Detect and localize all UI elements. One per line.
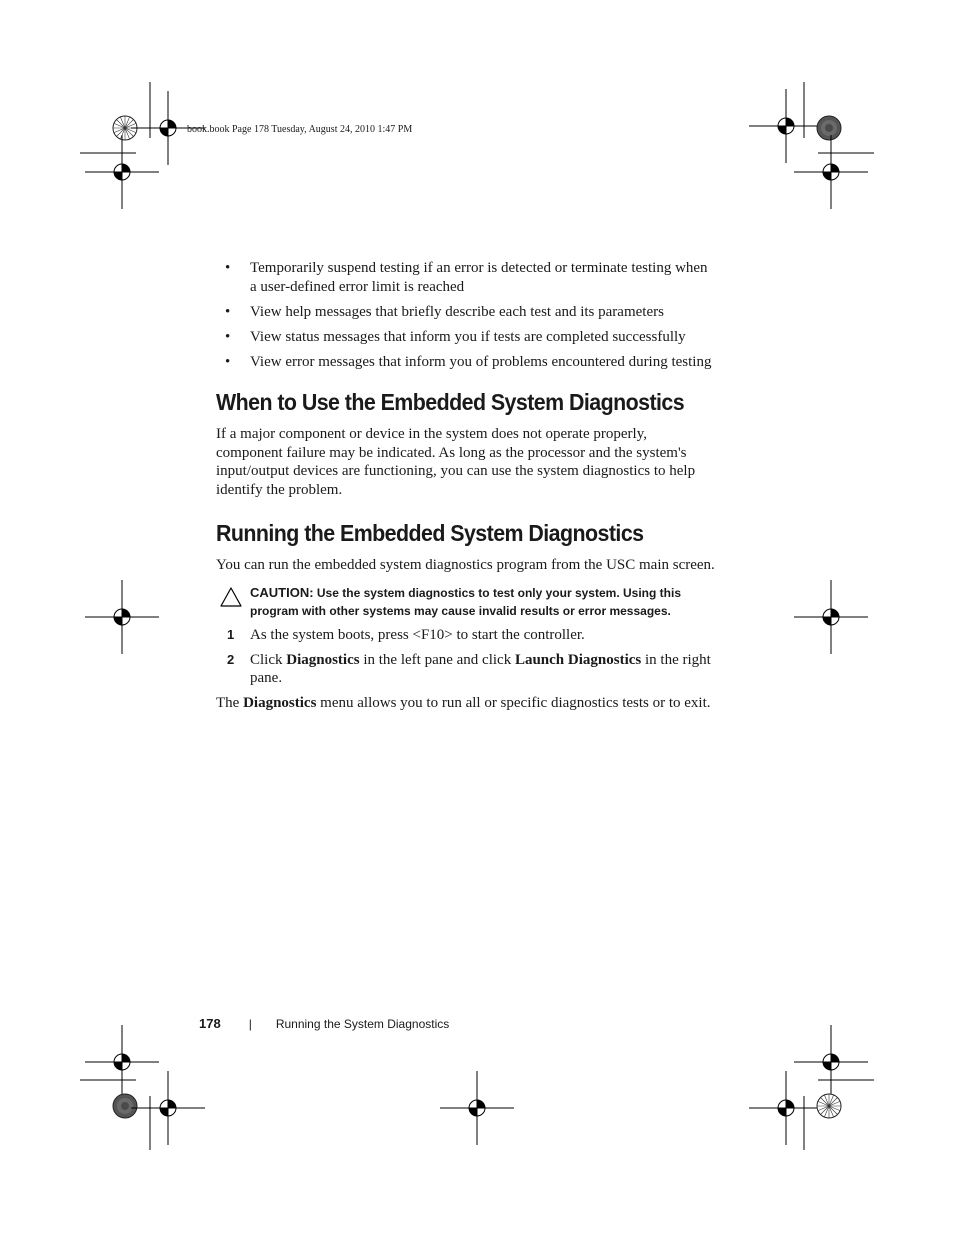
step-number: 1 (227, 626, 235, 642)
warning-triangle-icon (220, 587, 242, 607)
caution-note (216, 584, 716, 621)
section-running-paragraph: You can run the embedded system diagnostics program from the USC main screen. (216, 557, 715, 573)
list-item: • Temporarily suspend testing if an error is detected or terminate testing when a user-defined error limit is reached (225, 260, 708, 295)
bullet-glyph: • (225, 328, 231, 345)
section-heading-when: When to Use the Embedded System Diagnostics (216, 389, 685, 415)
list-item: • View error messages that inform you of problems encountered during testing (225, 353, 712, 370)
steps-list (216, 626, 716, 688)
section-when-paragraph: If a major component or device in the system does not operate properly, component failure may be indicated. As long as the processor and the system's input/output devices are functioning, you can use the system diagnostics to help identify the problem. (216, 426, 696, 498)
list-item: • View status messages that inform you if tests are completed successfully (225, 328, 686, 345)
step-number: 2 (227, 651, 235, 667)
footer-separator: | (248, 1017, 252, 1031)
caution-text: Use the system diagnostics to test only your system. Using this program with other systems may cause invalid results or error messages. (250, 585, 681, 618)
page-footer (199, 1016, 449, 1031)
page-content (216, 259, 716, 713)
bullet-glyph: • (225, 353, 231, 370)
print-slug: book.book Page 178 Tuesday, August 24, 2010 1:47 PM (187, 124, 413, 135)
bullet-glyph: • (225, 303, 231, 320)
intro-bullet-list (216, 259, 716, 371)
diagnostics-menu-paragraph: The Diagnostics menu allows you to run all or specific diagnostics tests or to exit. (216, 695, 711, 711)
ui-term-diagnostics: Diagnostics (286, 651, 360, 668)
list-item: • View help messages that briefly describe each test and its parameters (225, 303, 664, 320)
ui-term-diagnostics: Diagnostics (243, 695, 317, 711)
list-item: 2 Click Diagnostics in the left pane and click Launch Diagnostics in the right pane. (227, 651, 711, 686)
caution-label: CAUTION: (250, 584, 314, 600)
ui-term-launch-diagnostics: Launch Diagnostics (514, 651, 642, 668)
section-heading-running: Running the Embedded System Diagnostics (216, 520, 644, 546)
list-item: 1 As the system boots, press <F10> to start the controller. (227, 626, 585, 643)
page-number: 178 (199, 1016, 221, 1031)
bullet-glyph: • (225, 260, 231, 276)
footer-chapter-title: Running the System Diagnostics (275, 1017, 450, 1031)
